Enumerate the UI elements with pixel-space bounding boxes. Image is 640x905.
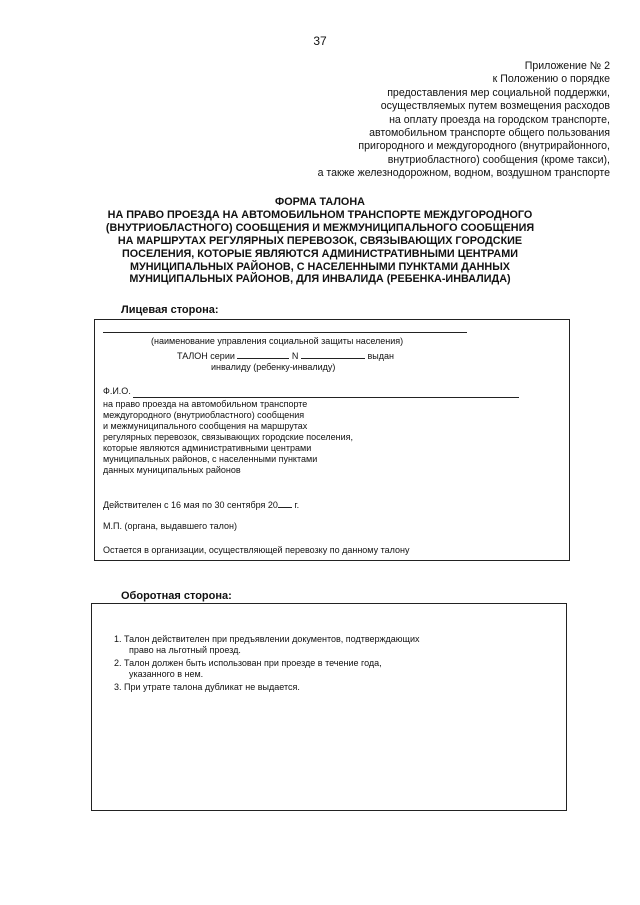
series-row [177,349,394,362]
purpose-line: междугородного (внутриобластного) сообщения [103,410,305,420]
front-side-label: Лицевая сторона: [121,304,219,316]
appendix-line: осуществляемых путем возмещения расходов [380,100,610,113]
number-field [301,349,365,359]
stamp-label: М.П. (органа, выдавшего талон) [103,521,237,531]
rule-item: 1. Талон действителен при предъявлении документов, подтверждающих [114,634,420,644]
title-line: МУНИЦИПАЛЬНЫХ РАЙОНОВ, С НАСЕЛЕННЫМИ ПУНКТАМИ ДАННЫХ [130,260,510,273]
issued-label: выдан [367,351,394,361]
validity-label: Действителен с 16 мая по 30 сентября 20 [103,500,278,510]
rule-item: 3. При утрате талона дубликат не выдается. [114,682,300,692]
purpose-line: на право проезда на автомобильном транспорте [103,399,308,409]
back-side-label: Оборотная сторона: [121,590,232,602]
year-field [278,498,292,508]
title-line: (ВНУТРИОБЛАСТНОГО) СООБЩЕНИЯ И МЕЖМУНИЦИПАЛЬНОГО СООБЩЕНИЯ [105,221,535,234]
org-caption: (наименование управления социальной защиты населения) [151,336,404,346]
purpose-line: и межмуниципального сообщения на маршрутах [103,421,308,431]
title-line: НА ПРАВО ПРОЕЗДА НА АВТОМОБИЛЬНОМ ТРАНСПОРТЕ МЕЖДУГОРОДНОГО [107,208,533,221]
appendix-line: Приложение № 2 [524,60,610,72]
purpose-line: муниципальных районов, с населенными пунктами [103,454,318,464]
rule-item-continuation: указанного в нем. [129,669,204,679]
number-label: N [291,351,299,361]
ticket-back-box [91,603,567,811]
recipient-label: инвалиду (ребенку-инвалиду) [211,362,336,372]
appendix-line: к Положению о порядке [492,73,610,86]
org-name-line [103,332,467,333]
ticket-front-box [94,319,570,561]
rule-item: 2. Талон должен быть использован при проезде в течение года, [114,658,382,668]
form-title [60,196,580,286]
purpose-line: регулярных перевозок, связывающих городские поселения, [103,432,353,442]
title-line: ФОРМА ТАЛОНА [275,196,365,208]
appendix-line: предоставления мер социальной поддержки, [387,86,610,99]
title-line: НА МАРШРУТАХ РЕГУЛЯРНЫХ ПЕРЕВОЗОК, СВЯЗЫВАЮЩИХ ГОРОДСКИЕ [117,234,523,247]
validity-suffix: г. [294,500,300,510]
purpose-line: данных муниципальных районов [103,465,241,475]
fio-line [133,397,519,398]
appendix-line: внутриобластного) сообщения (кроме такси), [387,153,610,166]
appendix-line: пригородного и междугородного (внутрирайонного, [358,140,610,153]
rule-item-continuation: право на льготный проезд. [129,645,241,655]
series-label: ТАЛОН серии [177,351,235,361]
remains-label: Остается в организации, осуществляющей перевозку по данному талону [103,545,410,555]
page-number: 37 [313,34,327,48]
fio-label: Ф.И.О. [103,386,131,396]
title-line: МУНИЦИПАЛЬНЫХ РАЙОНОВ, ДЛЯ ИНВАЛИДА (РЕБЕНКА-ИНВАЛИДА) [129,273,511,286]
appendix-line: автомобильном транспорте общего пользования [369,127,610,140]
purpose-line: которые являются административными центрами [103,443,312,453]
series-field [237,349,289,359]
appendix-header [210,60,610,181]
title-line: ПОСЕЛЕНИЯ, КОТОРЫЕ ЯВЛЯЮТСЯ АДМИНИСТРАТИВНЫМИ ЦЕНТРАМИ [122,247,518,260]
appendix-line: а также железнодорожном, водном, воздушном транспорте [317,167,610,180]
validity-row [103,498,299,511]
appendix-line: на оплату проезда на городском транспорте, [389,113,610,126]
